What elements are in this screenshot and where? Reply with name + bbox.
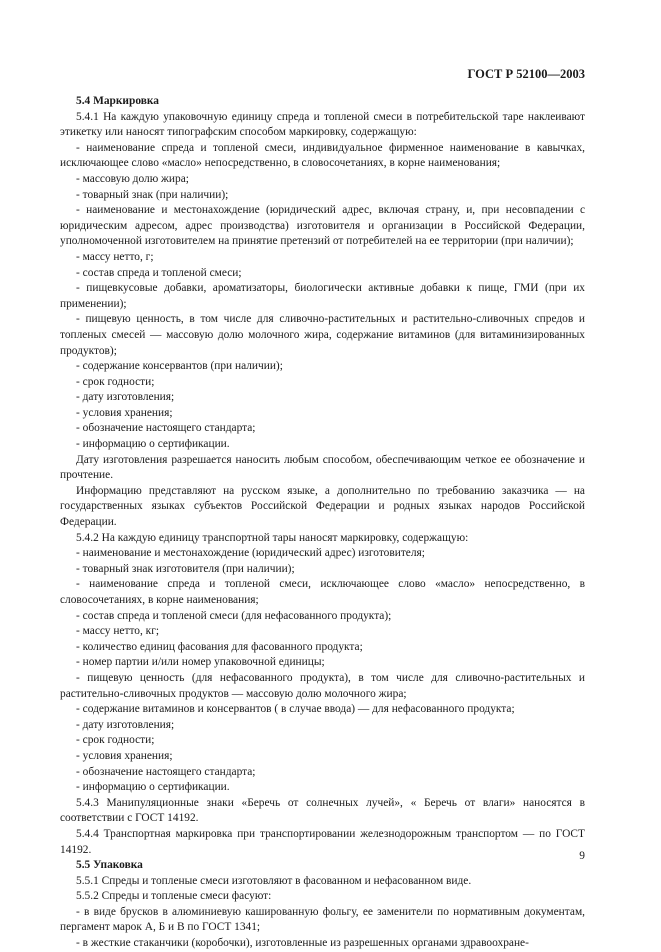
section-heading-marking: 5.4 Маркировка (76, 95, 159, 107)
list-item: - содержание витаминов и консервантов ( в случае ввода) — для нефасованного продукта; (76, 703, 515, 716)
list-item: - состав спреда и топленой смеси (для нефасованного продукта); (76, 609, 392, 622)
list-item: - пищевую ценность (для нефасованного продукта), в том числе для сливочно-растительных и растительно-сливочных продуктов — массовую долю молочного жира; (60, 671, 585, 700)
list-item: - массу нетто, кг; (76, 625, 160, 638)
list-item: - обозначение настоящего стандарта; (76, 422, 256, 435)
list-item: - обозначение настоящего стандарта; (76, 765, 256, 778)
document-header: ГОСТ Р 52100—2003 (467, 67, 585, 81)
list-item: - в виде брусков в алюминиевую кашированную фольгу, ее заменители по нормативным документам, пергамент марок А, Б и В по ГОСТ 1341; (60, 905, 585, 934)
list-item: - в жесткие стаканчики (коробочки), изготовленные из разрешенных органами здравоохране- (76, 937, 529, 950)
paragraph-5-4-4: 5.4.4 Транспортная маркировка при транспортировании железнодорожным транспортом — по ГОСТ 14192. (60, 827, 585, 856)
page-number: 9 (579, 850, 585, 862)
list-item: - условия хранения; (76, 406, 173, 419)
list-item: - товарный знак (при наличии); (76, 188, 229, 201)
paragraph-5-5-1: 5.5.1 Спреды и топленые смеси изготовляют в фасованном и нефасованном виде. (76, 874, 472, 887)
list-item: - наименование и местонахождение (юридический адрес) изготовителя; (76, 547, 425, 560)
list-item: - информацию о сертификации. (76, 438, 230, 451)
list-item: - срок годности; (76, 375, 155, 388)
list-item: - дату изготовления; (76, 718, 175, 731)
paragraph-5-4-3: 5.4.3 Манипуляционные знаки «Беречь от солнечных лучей», « Беречь от влаги» наносятся в соответствии с ГОСТ 14192. (60, 796, 585, 825)
paragraph-5-4-2: 5.4.2 На каждую единицу транспортной тары наносят маркировку, содержащую: (76, 531, 469, 544)
list-item: - товарный знак изготовителя (при наличии); (76, 562, 295, 575)
paragraph-date: Дату изготовления разрешается наносить любым способом, обеспечивающим четкое ее обозначение и прочтение. (60, 453, 585, 482)
list-item: - содержание консервантов (при наличии); (76, 360, 283, 373)
list-item: - наименование спреда и топленой смеси, индивидуальное фирменное наименование в кавычках, исключающее слово «масло» непосредственно, в словосочетаниях, в корне наименования; (60, 141, 585, 170)
list-item: - пищевкусовые добавки, ароматизаторы, биологически активные добавки к пище, ГМИ (при их применении); (60, 282, 585, 310)
list-item: - состав спреда и топленой смеси; (76, 266, 242, 279)
list-item: - массу нетто, г; (76, 250, 154, 263)
list-item: - наименование спреда и топленой смеси, исключающее слово «масло» непосредственно, в словосочетаниях, в корне наименования; (60, 578, 585, 606)
paragraph-info-language: Информацию представляют на русском языке, а дополнительно по требованию заказчика — на государственных языках субъектов Российской Федерации и родных языках народов Российской Федерации. (60, 484, 585, 529)
list-item: - информацию о сертификации. (76, 781, 230, 794)
list-item: - срок годности; (76, 734, 155, 747)
section-heading-packaging: 5.5 Упаковка (76, 859, 143, 872)
paragraph-5-4-1: 5.4.1 На каждую упаковочную единицу спреда и топленой смеси в потребительской таре наклеивают этикетку или наносят типографским способом маркировку, содержащую: (60, 110, 585, 139)
list-item: - пищевую ценность, в том числе для сливочно-растительных и растительно-сливочных спредов и топленых смесей — массовую долю молочного жира, содержание витаминов (для витаминизированных продуктов); (60, 313, 585, 357)
list-item: - условия хранения; (76, 749, 173, 762)
list-item: - массовую долю жира; (76, 172, 189, 185)
page-content (60, 94, 585, 952)
list-item: - номер партии и/или номер упаковочной единицы; (76, 656, 325, 669)
list-item: - количество единиц фасования для фасованного продукта; (76, 640, 363, 653)
paragraph-5-5-2: 5.5.2 Спреды и топленые смеси фасуют: (76, 890, 272, 903)
list-item: - дату изготовления; (76, 391, 175, 404)
list-item: - наименование и местонахождение (юридический адрес, включая страну, и, при несовпадении с юридическим адресом, адрес производства) изготовителя и организации в Российской Федерации, уполномоченной изготовителем на принятие претензий от потребителей на ее территории (при наличии); (60, 204, 585, 248)
